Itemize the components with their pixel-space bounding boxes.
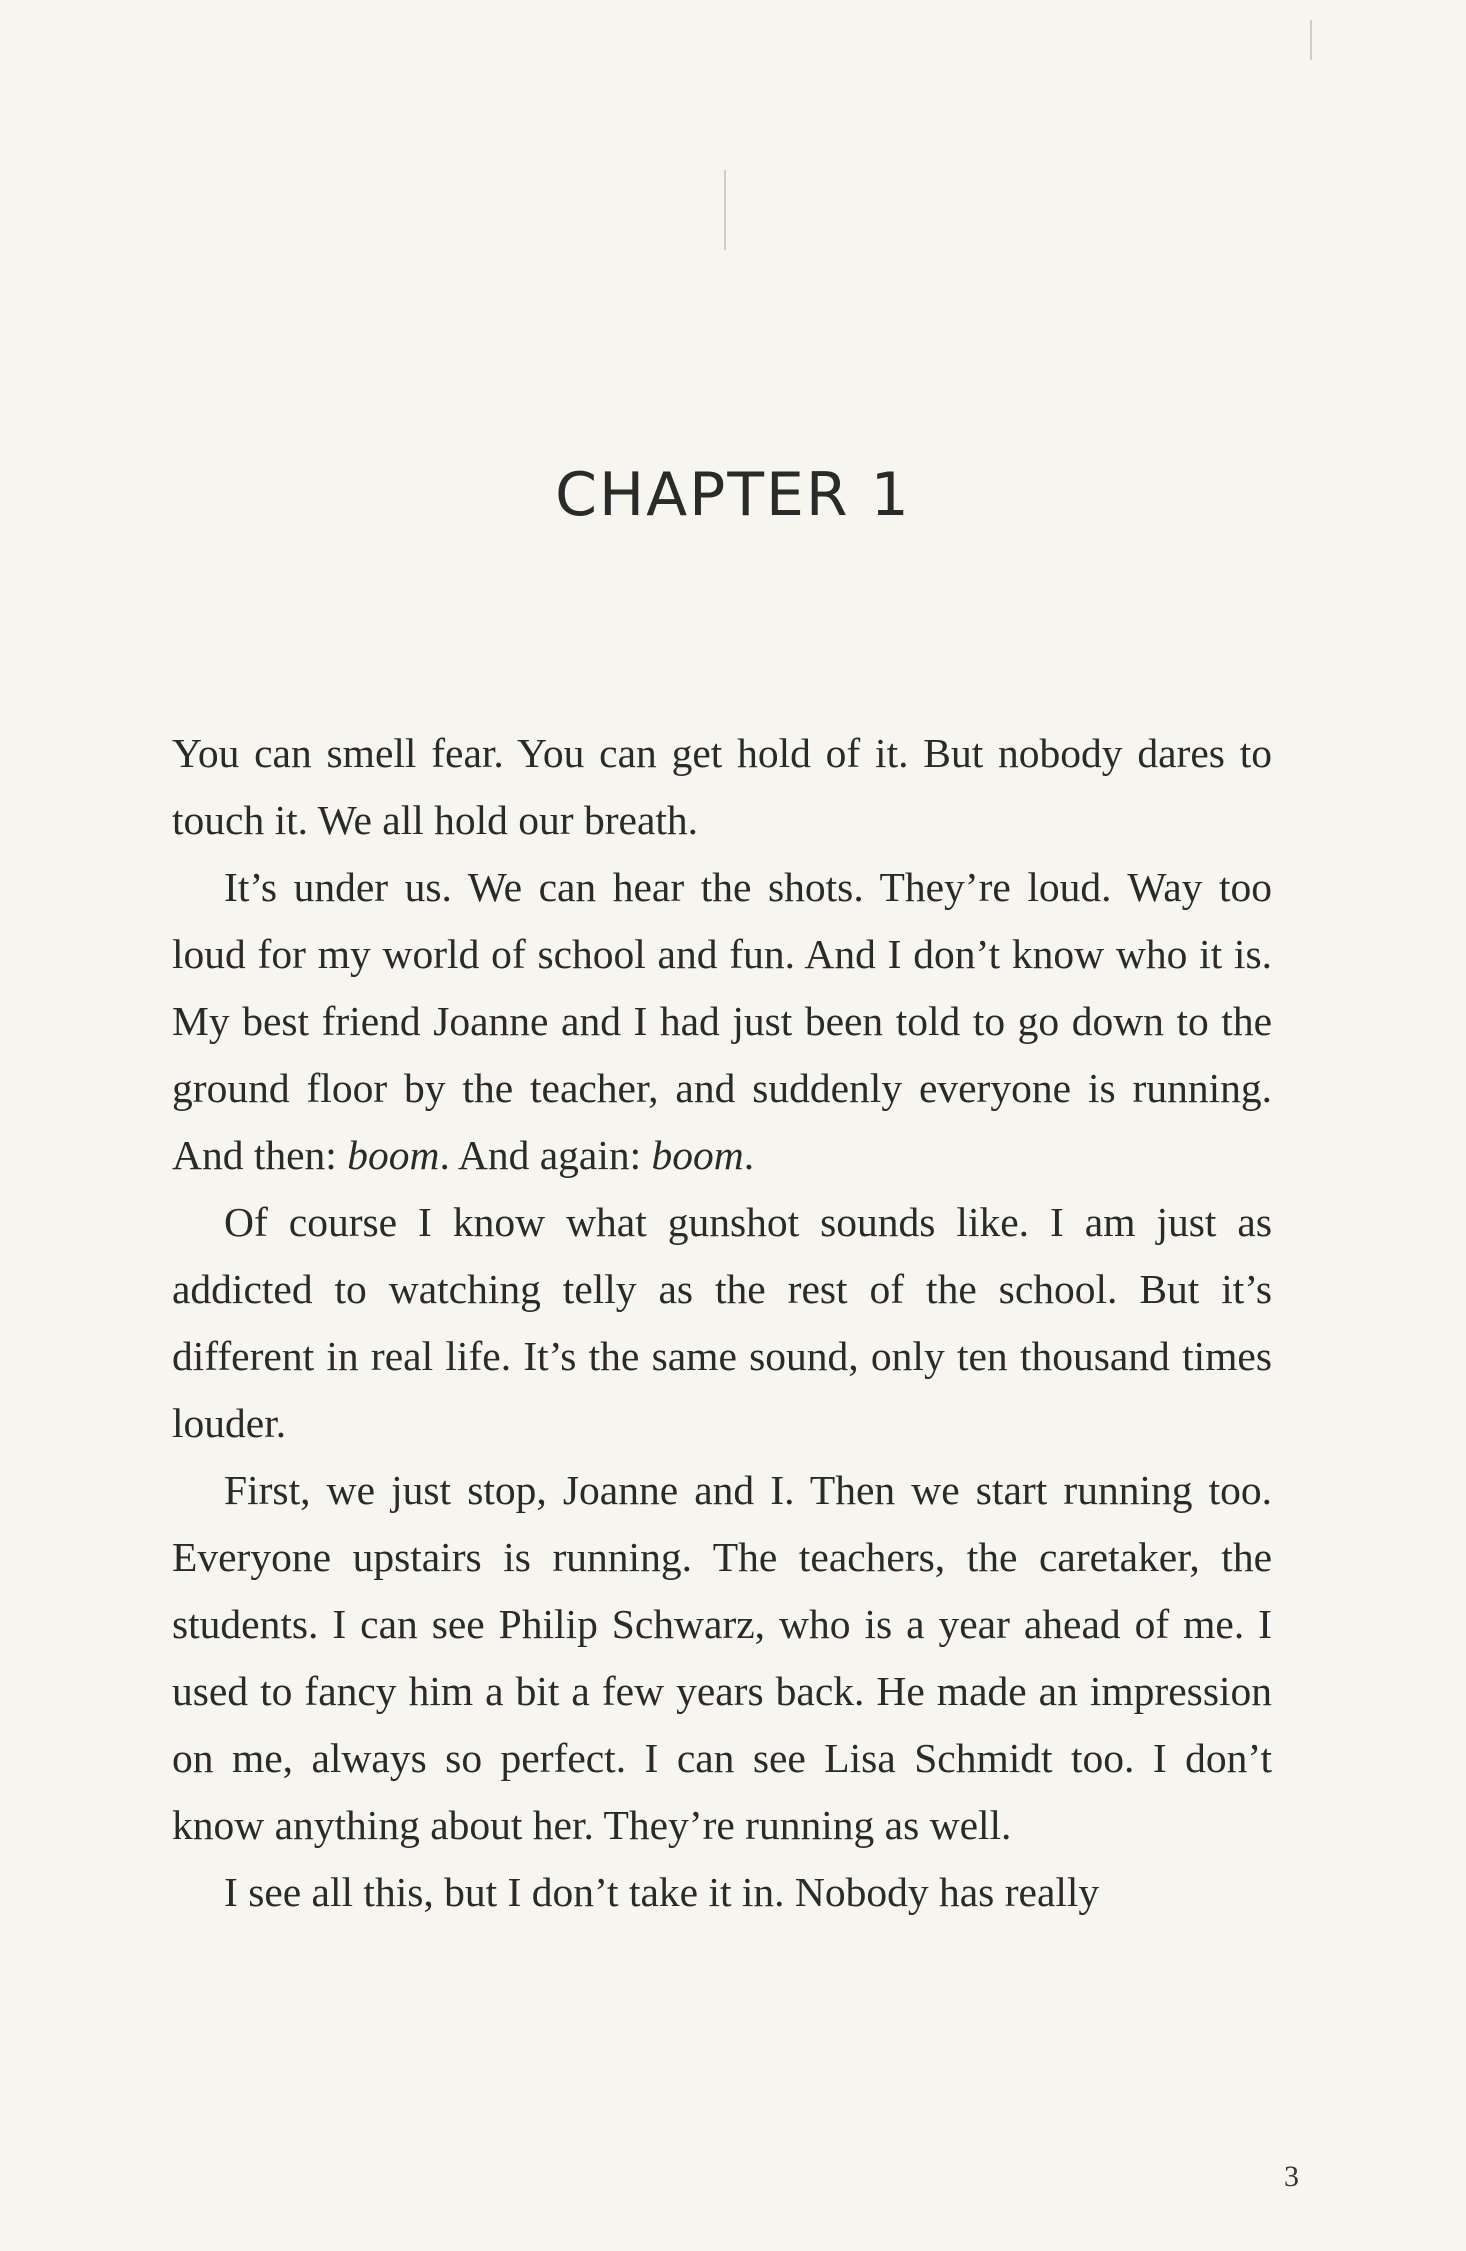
paragraph <box>172 854 1272 1189</box>
text-segment: . <box>743 1132 755 1178</box>
chapter-title: CHAPTER 1 <box>555 460 911 531</box>
text-segment: It’s under us. We can hear the shots. They’re loud. Way too loud for my world of school and fun. And I don’t know who it is. My best friend Joanne and I had just been told to go down to the ground floor by the teacher, and suddenly everyone is running. And then: <box>172 864 1272 1178</box>
paragraph <box>172 720 1272 854</box>
scan-artifact <box>1310 20 1312 60</box>
text-segment: I see all this, but I don’t take it in. Nobody has really <box>224 1869 1100 1915</box>
text-segment: . And again: <box>439 1132 652 1178</box>
chapter-body <box>172 720 1272 1926</box>
text-segment: First, we just stop, Joanne and I. Then we start running too. Everyone upstairs is running. The teachers, the caretaker, the students. I can see Philip Schwarz, who is a year ahead of me. I used to fancy him a bit a few years back. He made an impression on me, always so perfect. I can see Lisa Schmidt too. I don’t know anything about her. They’re running as well. <box>172 1467 1272 1848</box>
paragraph <box>172 1189 1272 1457</box>
paragraph <box>172 1457 1272 1859</box>
scan-artifact <box>724 170 726 250</box>
paragraph <box>172 1859 1272 1926</box>
page-number: 3 <box>1284 2160 1299 2193</box>
italic-text: boom <box>347 1132 440 1178</box>
italic-text: boom <box>651 1132 744 1178</box>
text-segment: Of course I know what gunshot sounds like. I am just as addicted to watching telly as the rest of the school. But it’s different in real life. It’s the same sound, only ten thousand times louder. <box>172 1199 1272 1446</box>
text-segment: You can smell fear. You can get hold of it. But nobody dares to touch it. We all hold our breath. <box>172 730 1272 843</box>
